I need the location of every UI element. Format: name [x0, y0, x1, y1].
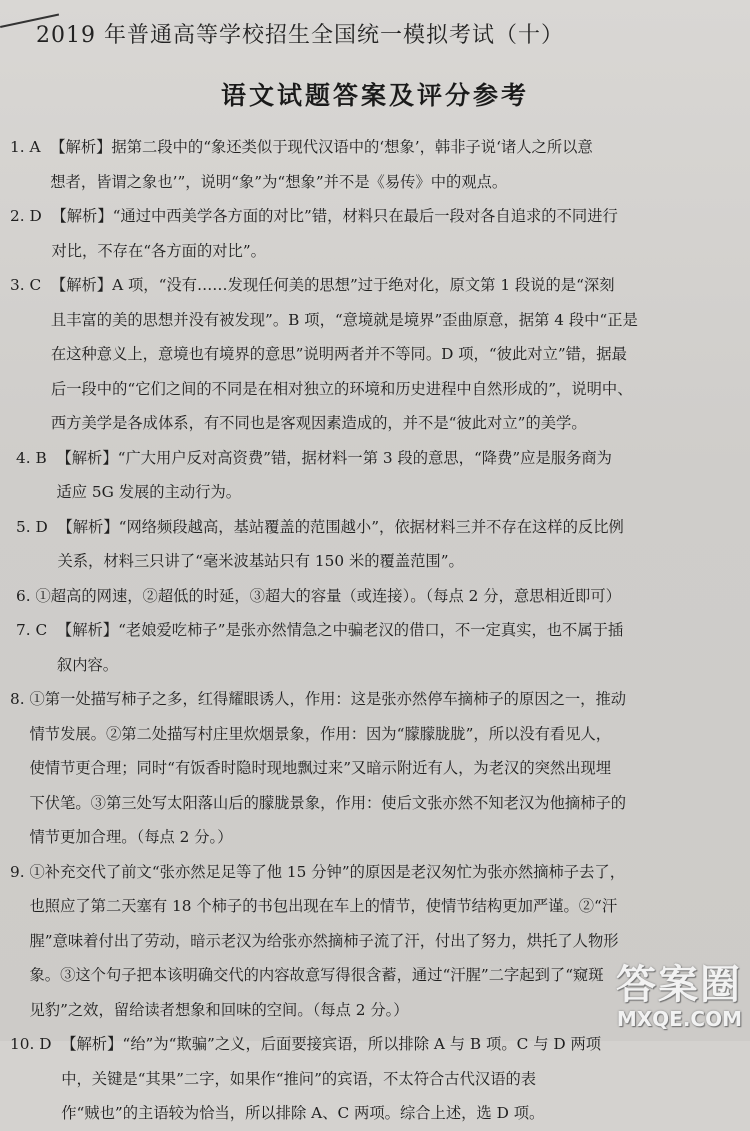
answer-line: 对比，不存在“各方面的对比”。: [51, 241, 266, 260]
answer-item-3: [10, 268, 722, 441]
answer-number: 9.: [10, 862, 30, 881]
answer-item-5: [16, 510, 722, 579]
answer-line: ①补充交代了前文“张亦然足足等了他 15 分钟”的原因是老汉匆忙为张亦然摘柿子去了，: [29, 862, 625, 881]
answer-number: 5. D: [16, 517, 58, 536]
document-title: 语文试题答案及评分参考: [220, 81, 529, 110]
answer-line: 叙内容。: [56, 655, 119, 674]
answer-number: 1. A: [10, 138, 51, 156]
answer-body: [50, 130, 722, 199]
answer-item-1: [10, 130, 722, 199]
answer-line: 西方美学是各成体系，有不同也是客观因素造成的，并不是“彼此对立”的美学。: [50, 414, 587, 432]
answer-line: 【解析】据第二段中的“象还类似于现代汉语中的‘想象’，韩非子说‘诸人之所以意: [50, 138, 593, 156]
answer-number: 7. C: [16, 621, 57, 639]
answer-line: 【解析】“网络频段越高，基站覆盖的范围越小”，依据材料三并不存在这样的反比例: [57, 517, 624, 536]
answer-line: 【解析】“绐”为“欺骗”之义，后面要接宾语，所以排除 A 与 B 项。C 与 D 两项: [61, 1035, 602, 1053]
answer-line: 【解析】“通过中西美学各方面的对比”错，材料只在最后一段对各自追求的不同进行: [51, 207, 618, 225]
answer-body: [35, 579, 722, 614]
answer-line: 在这种意义上，意境也有境界的意思”说明两者并不等同。D 项，“彼此对立”错，据最: [50, 345, 627, 363]
answer-line: 下伏笔。③第三处写太阳落山后的朦胧景象，作用：使后文张亦然不知老汉为他摘柿子的: [29, 793, 627, 812]
answer-body: [51, 268, 722, 441]
watermark-url: MXQE.COM: [616, 1007, 742, 1031]
answer-line: 中，关键是“其果”二字，如果作“推问”的宾语，不太符合古代汉语的表: [61, 1069, 537, 1088]
answer-line: 且丰富的美的思想并没有被发现”。B 项，“意境就是境界”歪曲原意，据第 4 段中“正是: [50, 310, 638, 329]
answer-line: 作“贼也”的主语较为恰当，所以排除 A、C 两项。综合上述，选 D 项。: [61, 1104, 545, 1122]
answer-line: 象。③这个句子把本该明确交代的内容故意写得很含蓄，通过“汗腥”二字起到了“窥斑: [29, 966, 604, 984]
answer-item-4: [16, 441, 722, 510]
answer-line: 见豹”之效，留给读者想象和回味的空间。（每点 2 分。）: [29, 1000, 409, 1019]
answer-number: 8.: [10, 690, 30, 708]
answer-number: 2. D: [10, 207, 52, 225]
answer-number: 6.: [16, 586, 36, 605]
answer-line: ①超高的网速，②超低的时延，③超大的容量（或连接）。（每点 2 分，意思相近即可）: [35, 586, 621, 605]
exam-header-title: 2019 年普通高等学校招生全国统一模拟考试（十）: [36, 23, 564, 48]
answer-line: 情节发展。②第二处描写村庄里炊烟景象，作用：因为“朦朦胧胧”，所以没有看见人，: [29, 724, 612, 743]
answer-line: ①第一处描写柿子之多，红得耀眼诱人，作用：这是张亦然停车摘柿子的原因之一，推动: [29, 690, 627, 708]
answer-line: 【解析】A 项，“没有……发现任何美的思想”过于绝对化，原文第 1 段说的是“深刻: [50, 276, 615, 294]
answer-item-7: [16, 613, 722, 682]
answer-item-2: [10, 199, 722, 268]
answer-line: 使情节更合理；同时“有饭香时隐时现地飘过来”又暗示附近有人，为老汉的突然出现埋: [29, 759, 612, 777]
answer-line: 情节更加合理。（每点 2 分。）: [29, 828, 233, 846]
answer-line: 想者，皆谓之象也’”，说明“象”为“想象”并不是《易传》中的观点。: [50, 172, 508, 191]
answer-line: 关系，材料三只讲了“毫米波基站只有 150 米的覆盖范围”。: [57, 552, 464, 570]
site-watermark: [592, 963, 742, 1035]
watermark-logo: 答案圈: [616, 962, 742, 1008]
answer-line: 【解析】“老娘爱吃柿子”是张亦然情急之中骗老汉的借口，不一定真实，也不属于插: [56, 621, 624, 639]
answer-body: [57, 510, 722, 579]
answer-number: 3. C: [10, 276, 51, 294]
answer-line: 也照应了第二天塞有 18 个柿子的书包出现在车上的情节，使情节结构更加严谨。②“汗: [29, 897, 618, 915]
answer-line: 腥”意味着付出了劳动，暗示老汉为给张亦然摘柿子流了汗，付出了努力，烘托了人物形: [29, 931, 619, 950]
answer-item-6: [16, 579, 722, 614]
answer-body: [57, 613, 722, 682]
answer-body: [51, 199, 722, 268]
answer-number: 4. B: [16, 448, 57, 467]
answer-line: 适应 5G 发展的主动行为。: [56, 483, 242, 501]
answer-body: [29, 682, 722, 855]
answer-line: 后一段中的“它们之间的不同是在相对独立的环境和历史进程中自然形成的”，说明中、: [50, 379, 633, 398]
answer-item-8: [10, 682, 722, 855]
answer-item-10: [10, 1027, 722, 1131]
answer-number: 10. D: [10, 1035, 62, 1053]
answer-line: 【解析】“广大用户反对高资费”错，据材料一第 3 段的意思，“降费”应是服务商为: [56, 448, 612, 467]
answer-body: [61, 1027, 722, 1131]
answer-body: [56, 441, 722, 510]
